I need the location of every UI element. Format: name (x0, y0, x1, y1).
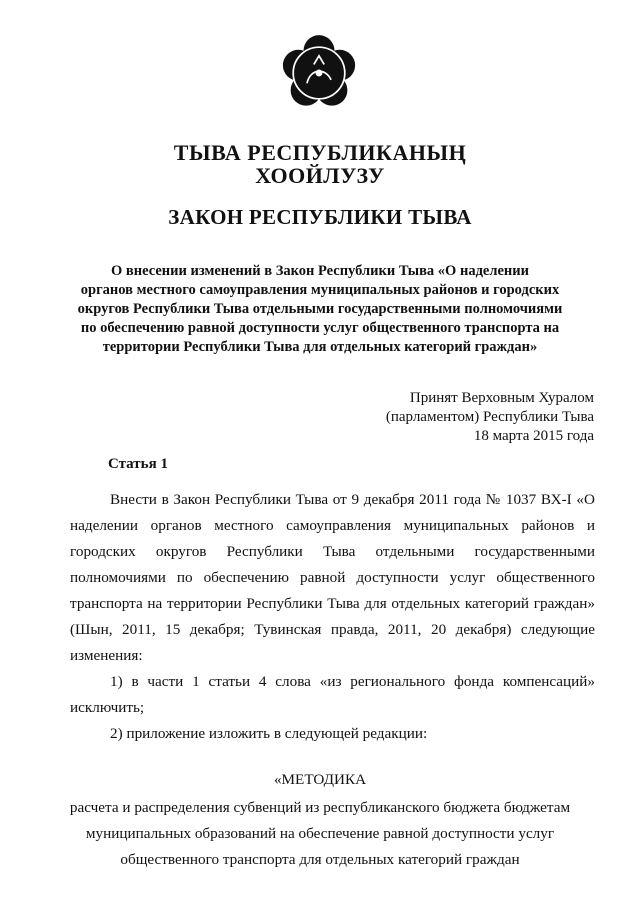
tuva-coat-of-arms-icon (276, 30, 362, 116)
adoption-date: 18 марта 2015 года (473, 428, 594, 444)
article-paragraph: 2) приложение изложить в следующей редакции: (110, 725, 428, 742)
article-heading: Статья 1 (108, 456, 168, 472)
subject-line: округов Республики Тыва отдельными государственными полномочиями (77, 301, 563, 317)
article-paragraph: Внести в Закон Республики Тыва от 9 декабря 2011 года № 1037 ВХ-I «О наделении органов местного самоуправления муниципальных районов и городских округов Республики Тыва отдельными государственными полномочиями по обеспечению равной доступности услуг общественного транспорта на территории Республики Тыва для отдельных категорий граждан» (Шын, 2011, 15 декабря; Тувинская правда, 2011, 20 декабря) следующие изменения: (70, 491, 595, 664)
methodology-line: расчета и распределения субвенций из республиканского бюджета бюджетам (69, 799, 571, 816)
methodology-line: общественного транспорта для отдельных категорий граждан (120, 851, 520, 868)
subject-line: территории Республики Тыва для отдельных категорий граждан» (102, 339, 538, 355)
adoption-block (386, 389, 594, 446)
law-subject (60, 262, 580, 357)
article-paragraph: 1) в части 1 статьи 4 слова «из регионального фонда компенсаций» исключить; (70, 673, 595, 716)
adoption-line: Принят Верховным Хуралом (409, 390, 594, 406)
adoption-line: (парламентом) Республики Тыва (385, 409, 594, 425)
law-title: ЗАКОН РЕСПУБЛИКИ ТЫВА (168, 205, 472, 229)
subject-line: О внесении изменений в Закон Республики Тыва «О наделении (111, 263, 529, 279)
article-body (70, 487, 595, 747)
methodology-title: «МЕТОДИКА (273, 771, 367, 788)
subject-line: по обеспечению равной доступности услуг общественного транспорта на (80, 320, 560, 336)
tuvan-title-line1: ТЫВА РЕСПУБЛИКАНЫҢ (173, 140, 467, 165)
methodology-block (40, 767, 600, 873)
tuvan-title-line2: ХООЙЛУЗУ (255, 163, 385, 188)
methodology-line: муниципальных образований на обеспечение равной доступности услуг (85, 825, 555, 842)
subject-line: органов местного самоуправления муниципальных районов и городских (80, 282, 560, 298)
